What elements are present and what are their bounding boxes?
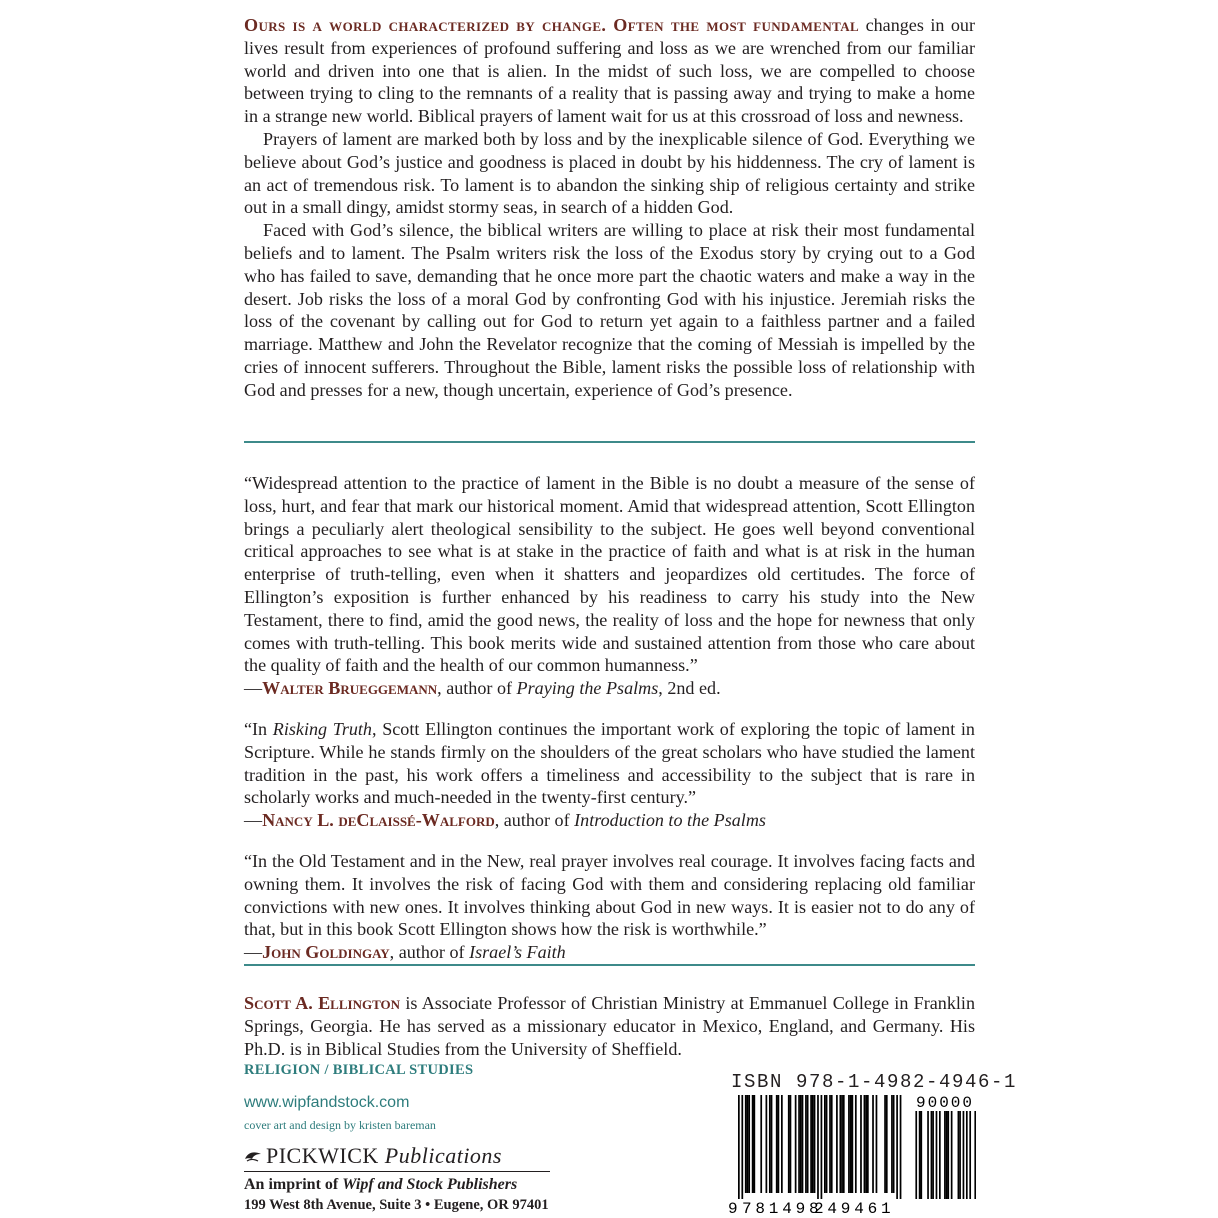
addon-bar bbox=[951, 1111, 953, 1199]
barcode-bar bbox=[776, 1095, 778, 1193]
barcode-bar bbox=[829, 1095, 831, 1193]
addon-bar bbox=[959, 1111, 961, 1199]
endorser-work: Praying the Psalms bbox=[516, 678, 659, 699]
blurb-paragraph-2: Prayers of lament are marked both by loss and by the inexplicable silence of God. Everything we believe about God’s justice and goodness is placed in doubt by his hiddenness. The cry of lament is an act of tremendous risk. To lament is to abandon the sinking ship of religious certainty and strike out in a small dingy, amidst stormy seas, in search of a hidden God. bbox=[244, 128, 975, 218]
barcode-bar bbox=[821, 1095, 823, 1199]
publisher-logo bbox=[244, 1143, 550, 1172]
addon-bar bbox=[915, 1111, 917, 1199]
endorsement-declaisse-walford bbox=[244, 718, 975, 832]
barcode-bar bbox=[839, 1095, 841, 1193]
barcode-bar bbox=[852, 1095, 854, 1193]
addon-bar bbox=[944, 1111, 946, 1199]
addon-bar bbox=[946, 1111, 948, 1199]
barcode-bar bbox=[886, 1095, 888, 1193]
barcode-bar bbox=[850, 1095, 852, 1193]
divider-bottom bbox=[244, 964, 975, 966]
barcode-bar bbox=[798, 1095, 800, 1193]
divider-top bbox=[244, 441, 975, 443]
blurb-paragraph-1: Ours is a world characterized by change. Often the most fundamental changes in our lives result from experiences of profound suffering and loss as we are wrenched from our familiar world and driven into one that is alien. In the midst of such loss, we are compelled to choose between trying to cling to the remnants of a reality that is passing away and trying to make a home in a strange new world. Biblical prayers of lament wait for us at this crossroad of loss and newness. bbox=[244, 15, 976, 127]
barcode-bar bbox=[817, 1095, 819, 1199]
ean-first-digit: 9 bbox=[728, 1200, 738, 1215]
barcode-bar bbox=[752, 1095, 754, 1193]
barcode-bar bbox=[900, 1095, 902, 1199]
blurb bbox=[244, 14, 975, 402]
ean-right-digits: 249461 bbox=[814, 1200, 895, 1215]
barcode-bar bbox=[896, 1095, 898, 1199]
addon-bar bbox=[927, 1111, 929, 1199]
barcode-bar bbox=[848, 1095, 850, 1193]
barcode-bar bbox=[781, 1095, 783, 1193]
barcode-bar bbox=[748, 1095, 750, 1193]
barcode-bar bbox=[814, 1095, 816, 1193]
barcode-bar bbox=[790, 1095, 792, 1193]
barcode-bar bbox=[876, 1095, 878, 1193]
barcode-bar bbox=[753, 1095, 755, 1193]
barcode-bar bbox=[826, 1095, 828, 1193]
barcode-bar bbox=[760, 1095, 762, 1193]
addon-bar bbox=[966, 1111, 968, 1199]
endorser-work: Israel’s Faith bbox=[469, 942, 566, 963]
addon-bar bbox=[939, 1111, 941, 1199]
endorsement-attribution: —John Goldingay, author of Israel’s Faith bbox=[244, 942, 566, 963]
addon-bar bbox=[958, 1111, 960, 1199]
ean-left-digits: 781498 bbox=[742, 1200, 823, 1215]
endorsement-goldingay bbox=[244, 850, 975, 964]
barcode-bar bbox=[741, 1095, 743, 1199]
barcode-bar bbox=[855, 1095, 857, 1193]
barcode-bar bbox=[824, 1095, 826, 1193]
endorser-name: Nancy L. deClaissé-Walford bbox=[262, 810, 495, 831]
category-label: RELIGION / BIBLICAL STUDIES bbox=[244, 1062, 474, 1078]
addon-bar bbox=[920, 1111, 922, 1199]
barcode-bar bbox=[884, 1095, 886, 1193]
addon-bar bbox=[932, 1111, 934, 1199]
cover-credit: cover art and design by kristen bareman bbox=[244, 1118, 436, 1132]
barcode-bar bbox=[812, 1095, 814, 1193]
barcode-bar bbox=[769, 1095, 771, 1193]
barcode-bar bbox=[778, 1095, 780, 1193]
addon-bar bbox=[974, 1111, 976, 1199]
barcode-bar bbox=[800, 1095, 802, 1193]
barcode-bar bbox=[738, 1095, 740, 1199]
barcode-bar bbox=[841, 1095, 843, 1193]
imprint-line: An imprint of Wipf and Stock Publishers bbox=[244, 1176, 518, 1193]
barcode-bar bbox=[836, 1095, 838, 1193]
addon-bar bbox=[969, 1111, 971, 1199]
barcode-bar bbox=[891, 1095, 893, 1193]
barcode-bar bbox=[771, 1095, 773, 1193]
barcode-bar bbox=[810, 1095, 812, 1193]
endorser-name: John Goldingay bbox=[262, 942, 390, 963]
blurb-opener: Ours is a world characterized by change. Often the most fundamental bbox=[244, 15, 860, 35]
endorsement-brueggemann bbox=[244, 472, 975, 700]
barcode-bar bbox=[747, 1095, 749, 1193]
endorser-work: Introduction to the Psalms bbox=[574, 810, 766, 831]
barcode-bar bbox=[831, 1095, 833, 1193]
barcode-bar bbox=[745, 1095, 747, 1193]
addon-bar bbox=[963, 1111, 965, 1199]
barcode-bar bbox=[893, 1095, 895, 1193]
price-code-digits: 90000 bbox=[916, 1094, 975, 1112]
barcode-bar bbox=[788, 1095, 790, 1193]
barcode-bar bbox=[867, 1095, 869, 1193]
addon-bar bbox=[931, 1111, 933, 1199]
publisher-name: PICKWICK Publications bbox=[266, 1143, 502, 1168]
author-name: Scott A. Ellington bbox=[244, 993, 401, 1013]
addon-bar bbox=[936, 1111, 938, 1199]
barcode-bar bbox=[766, 1095, 768, 1193]
endorsement-attribution: —Nancy L. deClaissé-Walford, author of Introduction to the Psalms bbox=[244, 810, 766, 831]
pickwick-bird-icon bbox=[244, 1150, 262, 1164]
barcode-bar bbox=[807, 1095, 809, 1193]
author-bio: Scott A. Ellington is Associate Professor of Christian Ministry at Emmanuel College in Franklin Springs, Georgia. He has served as a missionary educator in Mexico, England, and Germany. His Ph.D. is in Biblical Studies from the University of Sheffield. bbox=[244, 993, 975, 1059]
endorser-name: Walter Brueggemann bbox=[262, 678, 438, 699]
barcode-bar bbox=[805, 1095, 807, 1193]
barcode-bar bbox=[795, 1095, 797, 1193]
website-link[interactable]: www.wipfandstock.com bbox=[244, 1094, 410, 1111]
publisher-address: 199 West 8th Avenue, Suite 3 • Eugene, OR 97401 bbox=[244, 1197, 549, 1213]
addon-bar bbox=[919, 1111, 921, 1199]
addon-bar bbox=[947, 1111, 949, 1199]
isbn-barcode bbox=[726, 1093, 976, 1215]
blurb-paragraph-3: Faced with God’s silence, the biblical writers are willing to place at risk their most fundamental beliefs and to lament. The Psalm writers risk the loss of the Exodus story by crying out to a God who has failed to save, demanding that he once more part the chaotic waters and make a way in the desert. Job risks the loss of a moral God by confronting God with his injustice. Jeremiah risks the loss of the covenant by calling out for God to return yet again to a faithless partner and a failed marriage. Matthew and John the Revelator recognize that the coming of Messiah is impelled by the cries of innocent sufferers. Throughout the Bible, lament risks the possible loss of relationship with God and presses for a new, though uncertain, experience of God’s presence. bbox=[244, 220, 975, 400]
barcode-bar bbox=[860, 1095, 862, 1193]
barcode-bar bbox=[864, 1095, 866, 1193]
barcode-bar bbox=[843, 1095, 845, 1193]
endorsement-quote: “In the Old Testament and in the New, real prayer involves real courage. It involves facing facts and owning them. It involves the risk of facing God with them and considering replacing old familiar convictions with new ones. It involves thinking about God in new ways. It is easier not to do any of that, but in this book Scott Ellington shows how the risk is worthwhile.” bbox=[244, 851, 975, 940]
barcode-bar bbox=[802, 1095, 804, 1193]
barcode-bar bbox=[865, 1095, 867, 1193]
endorsement-attribution: —Walter Brueggemann, author of Praying the Psalms, 2nd ed. bbox=[244, 678, 721, 699]
endorsement-quote: “Widespread attention to the practice of lament in the Bible is no doubt a measure of the sense of loss, hurt, and fear that mark our historical moment. Amid that widespread attention, Scott Ellington brings a peculiarly alert theological sensibility to the subject. He goes well beyond conventional critical approaches to see what is at stake in the practice of faith and what is at risk in the human enterprise of truth-telling, even when it shatters and jeopardizes old certitudes. The force of Ellington’s exposition is further enhanced by his readiness to carry his study into the New Testament, there to find, amid the good news, the reality of loss and the hope for newness that only comes with truth-telling. This book merits wide and sustained attention from those who care about the quality of faith and the health of our common humanness.” bbox=[244, 473, 975, 676]
barcode-bar bbox=[872, 1095, 874, 1193]
isbn-text: ISBN 978-1-4982-4946-1 bbox=[731, 1071, 1018, 1093]
endorsement-quote: “In Risking Truth, Scott Ellington continues the important work of exploring the topic of lament in Scripture. While he stands firmly on the shoulders of the great scholars who have studied the lament tradition in the past, his work offers a timeliness and accessibility to the subject that is rare in scholarly works and much-needed in the twenty-first century.” bbox=[244, 719, 975, 808]
